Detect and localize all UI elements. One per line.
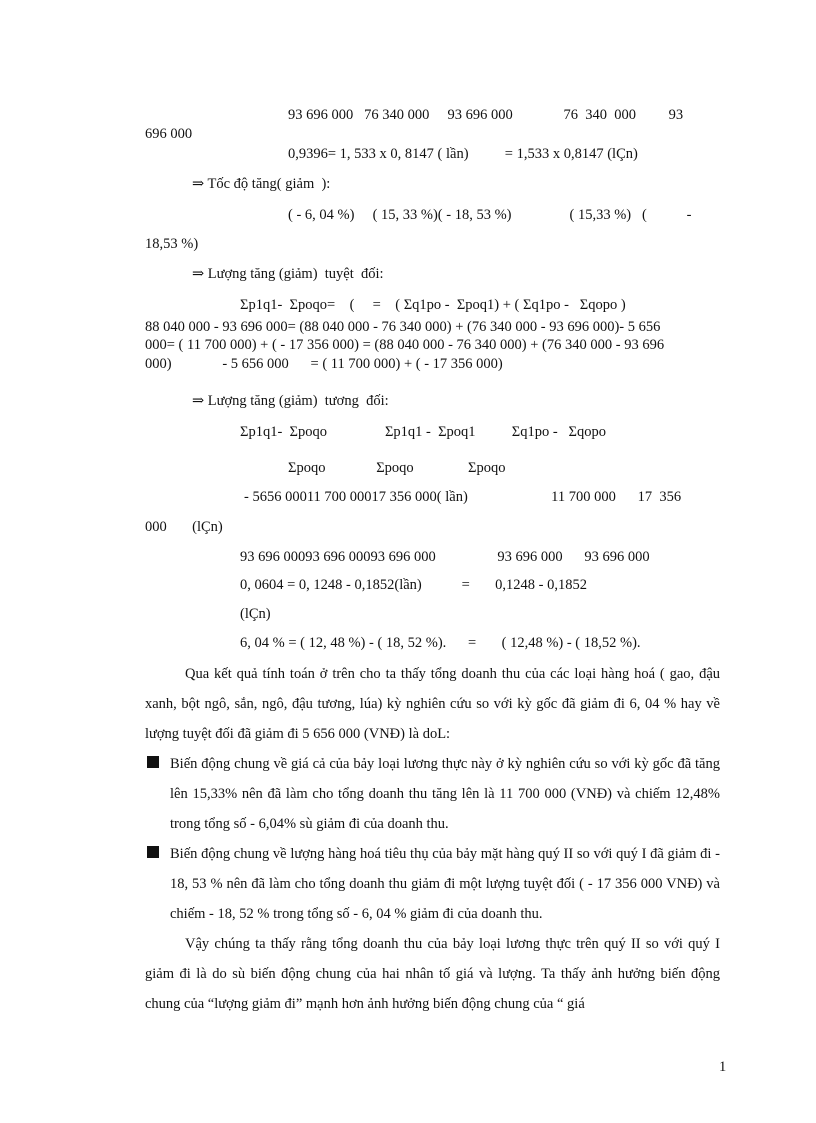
bullet-square-icon <box>147 846 159 858</box>
summary-paragraph <box>145 659 720 749</box>
summary-paragraph-text: Qua kết quả tính toán ở trên cho ta thấy tổng doanh thu của các loại hàng hoá ( gao, đậu xanh, bột ngô, sắn, ngô, đậu tương, lúa) kỳ nghiên cứu so với kỳ gốc đã giảm đi 6, 04 % hay về lượng tuyệt đối đã giảm đi 5 656 000 (VNĐ) là doL: <box>145 666 720 742</box>
relative-change-percent: 6, 04 % = ( 12, 48 %) - ( 18, 52 %). = ( 12,48 %) - ( 18,52 %). <box>240 635 641 651</box>
bullet-price-effect: Biến động chung về giá cả của bảy loại lương thực này ở kỳ nghiên cứu so với kỳ gốc đã tăng lên 15,33% nên đã làm cho tổng doanh thu tăng lên là 11 700 000 (VNĐ) và chiếm 12,48% trong tổng số - 6,04% sù giảm đi của doanh thu. <box>170 756 720 832</box>
absolute-change-calc-3: 000) - 5 656 000 = ( 11 700 000) + ( - 17 356 000) <box>145 356 503 372</box>
relative-change-result: 0, 0604 = 0, 1248 - 0,1852(lần) = 0,1248 - 0,1852 <box>240 577 588 593</box>
growth-rate-values-wrap: 18,53 %) <box>145 236 199 252</box>
absolute-change-calc-2: 000= ( 11 700 000) + ( - 17 356 000) = (88 040 000 - 76 340 000) + (76 340 000 - 93 696 <box>145 337 665 353</box>
bullet-square-icon <box>147 756 159 768</box>
formula-denominators-row: 93 696 000 76 340 000 93 696 000 76 340 000 93 <box>288 107 684 123</box>
absolute-change-heading: ⇒ Lượng tăng (giảm) tuyệt đối: <box>192 266 384 282</box>
relative-change-heading: ⇒ Lượng tăng (giảm) tương đối: <box>192 393 389 409</box>
conclusion-paragraph <box>145 929 720 1019</box>
conclusion-paragraph-text: Vậy chúng ta thấy rằng tổng doanh thu của bảy loại lương thực trên quý II so với quý I giảm đi là do sù biến động chung của hai nhân tố giá và lượng. Ta thấy ảnh hưởng biến động chung của “lượng giảm đi” mạnh hơn ảnh hưởng biến động chung của “ giá <box>145 936 720 1012</box>
formula-denominators-wrap: 696 000 <box>145 126 193 142</box>
growth-rate-heading: ⇒ Tốc độ tăng( giảm ): <box>192 176 331 192</box>
relative-change-denominators: Σpoqo Σpoqo Σpoqo <box>288 460 506 476</box>
relative-change-unit: (lÇn) <box>240 606 271 622</box>
absolute-change-formula: Σp1q1- Σpoqo= ( = ( Σq1po - Σpoq1) + ( Σq1po - Σqopo ) <box>240 297 626 313</box>
page-number: 1 <box>719 1059 727 1075</box>
formula-index-result: 0,9396= 1, 533 x 0, 8147 ( lần) = 1,533 x 0,8147 (lÇn) <box>288 146 638 162</box>
relative-change-numerators: Σp1q1- Σpoqo Σp1q1 - Σpoq1 Σq1po - Σqopo <box>240 424 606 440</box>
relative-change-numbers-wrap: 000 (lÇn) <box>145 519 223 535</box>
absolute-change-calc-1: 88 040 000 - 93 696 000= (88 040 000 - 76 340 000) + (76 340 000 - 93 696 000)- 5 656 <box>145 319 661 335</box>
relative-change-numbers: - 5656 00011 700 00017 356 000( lần) 11 700 000 17 356 <box>244 489 682 505</box>
growth-rate-values: ( - 6, 04 %) ( 15, 33 %)( - 18, 53 %) ( 15,33 %) ( - <box>288 207 692 223</box>
bullet-quantity-effect: Biến động chung về lượng hàng hoá tiêu thụ của bảy mặt hàng quý II so với quý I đã giảm đi - 18, 53 % nên đã làm cho tổng doanh thu giảm đi một lượng tuyệt đối ( - 17 356 000 VNĐ) và chiếm - 18, 52 % trong tổng số - 6, 04 % giảm đi của doanh thu. <box>170 846 720 922</box>
relative-change-denominator-values: 93 696 00093 696 00093 696 000 93 696 000 93 696 000 <box>240 549 650 565</box>
